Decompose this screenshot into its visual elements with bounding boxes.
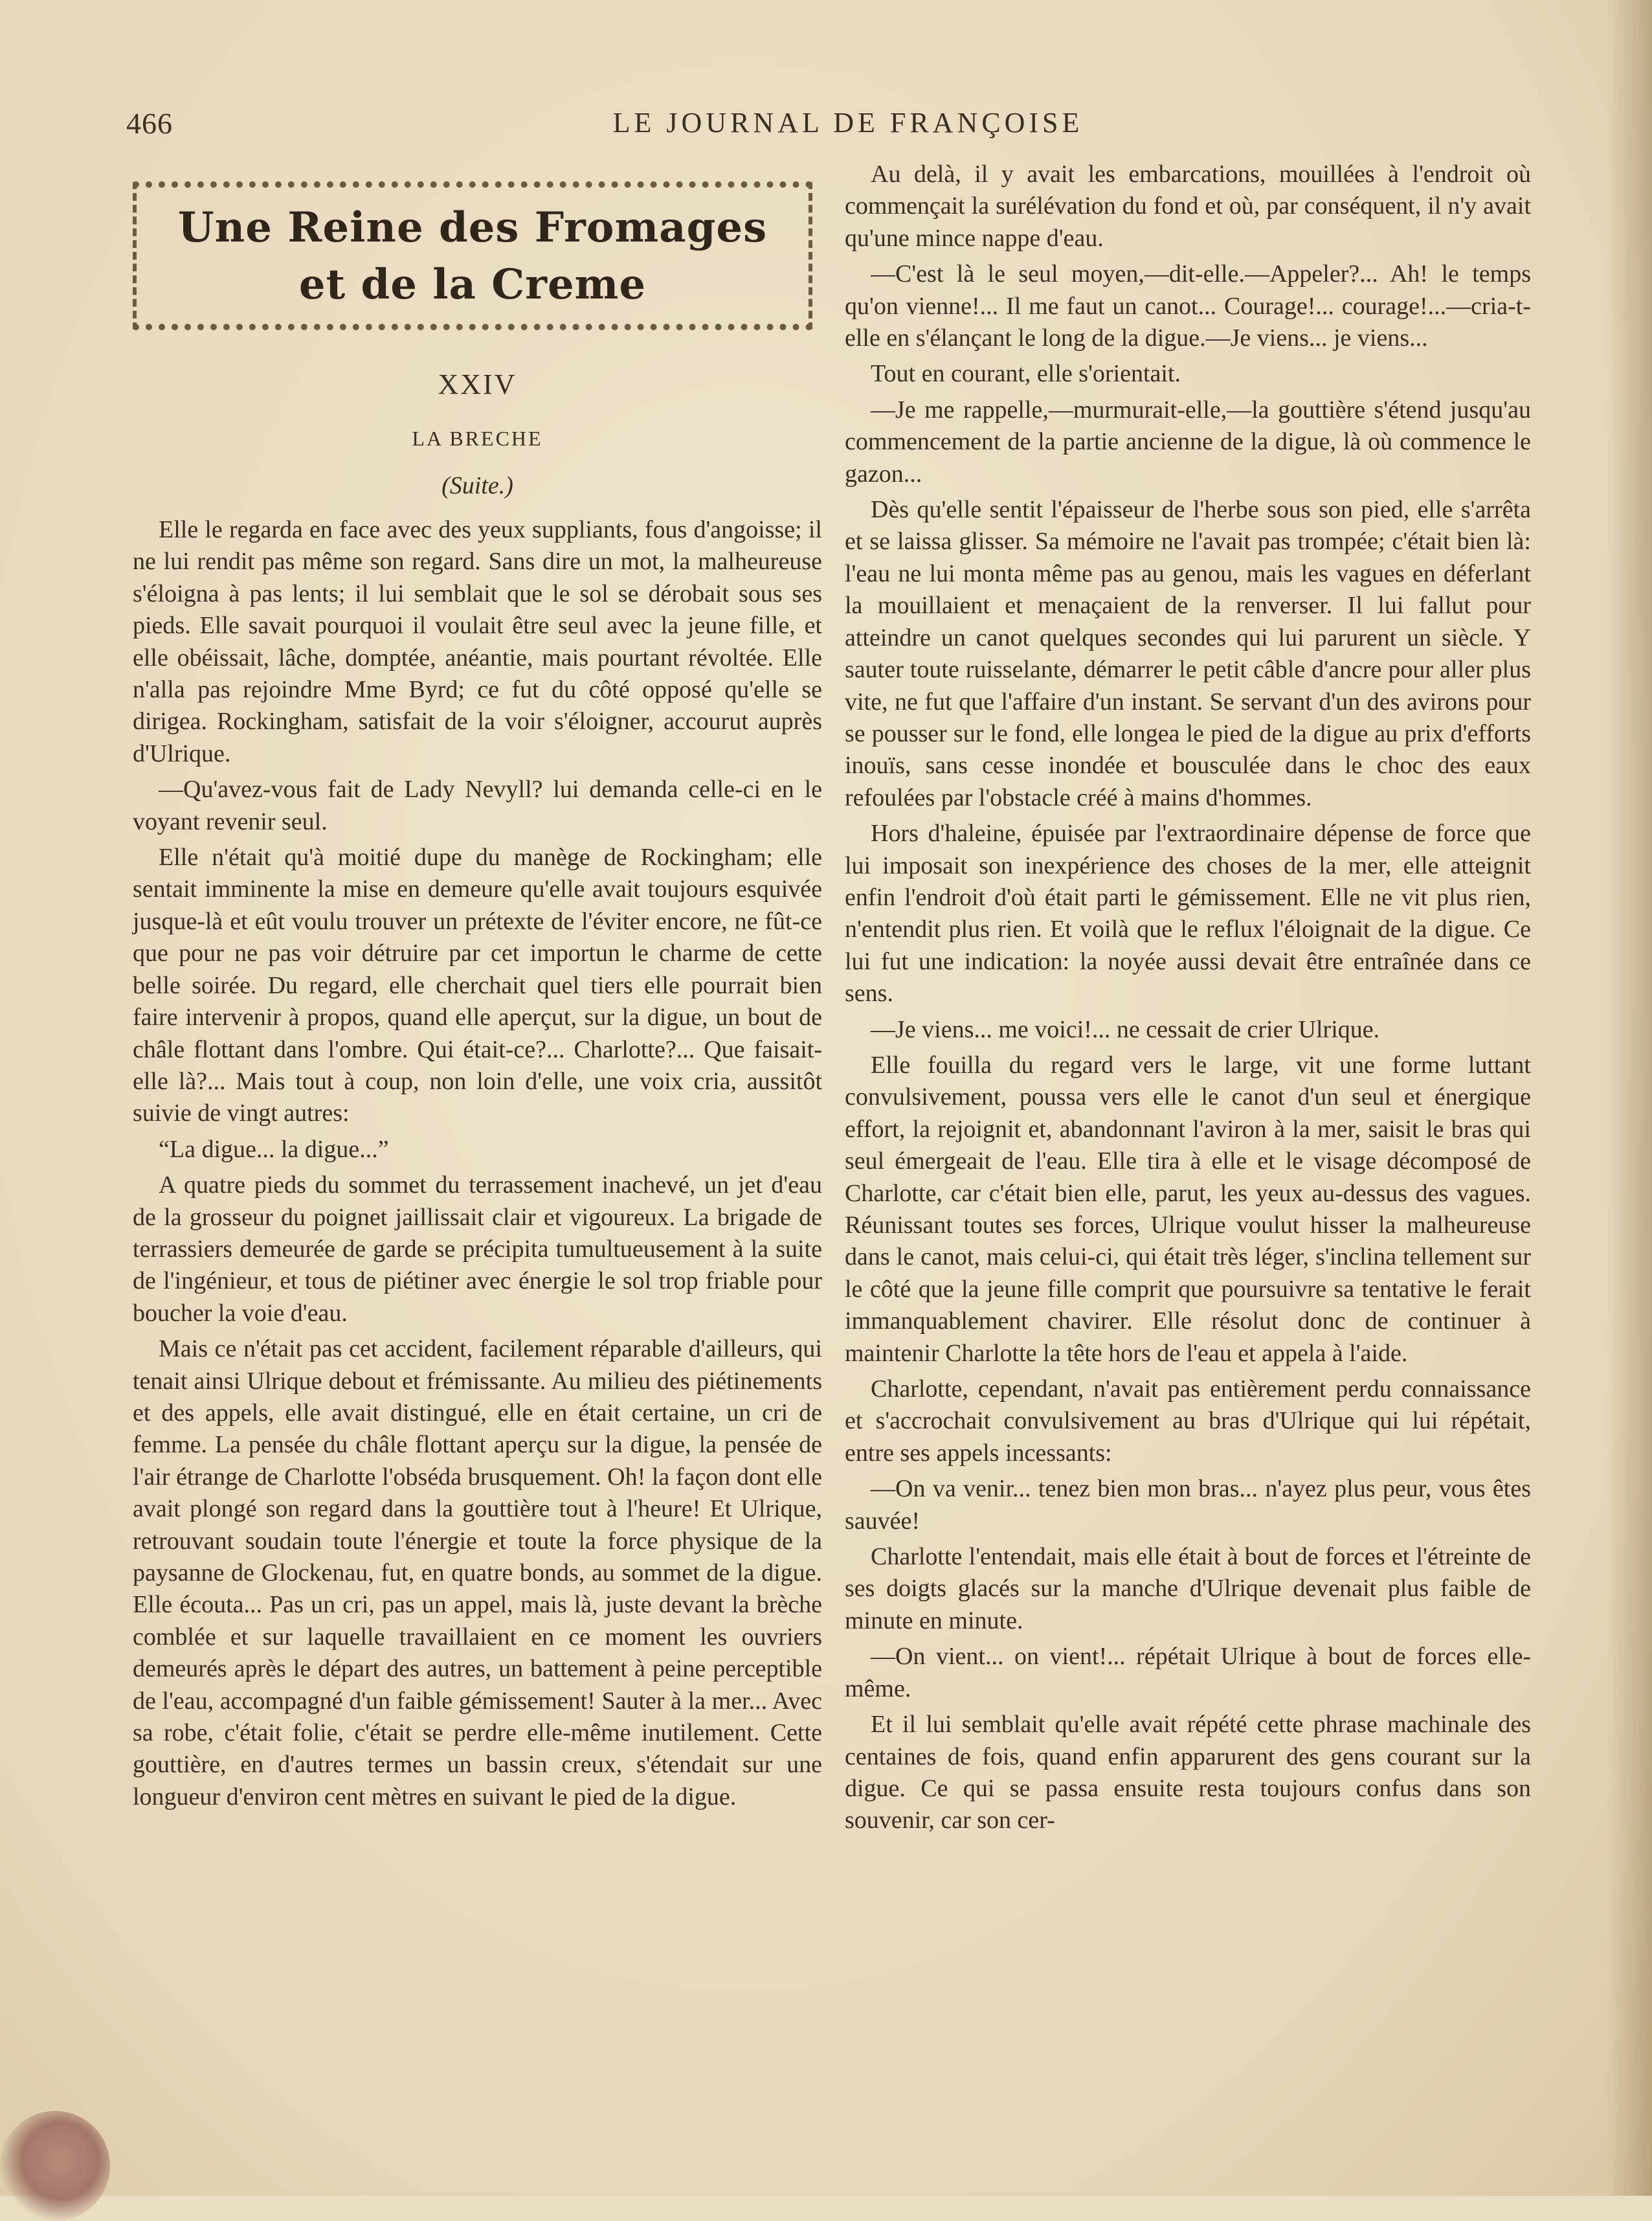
page-header: [126, 97, 1570, 149]
article-title-line-2: et de la Creme: [298, 260, 647, 309]
paragraph: Et il lui semblait qu'elle avait répété cette phrase machinale des centaines de fois, quand enfin apparurent des gens courant sur la digue. Ce qui se passa ensuite resta toujours confus dans son souvenir, car son cer-: [845, 1711, 1531, 1834]
paragraph: Elle fouilla du regard vers le large, vit une forme luttant convulsivement, poussa vers elle le canot d'un seul et énergique effort, la rejoignit et, abandonnant l'aviron à la mer, saisit le bras qui seul émergeait de l'eau. Elle tira à elle et le visage décomposé de Charlotte, car c'était bien elle, parut, les yeux au-dessus des vagues. Réunissant toutes ses forces, Ulrique voulut hisser la malheureuse dans le canot, mais celui-ci, qui était très léger, s'inclina tellement sur le côté que la jeune fille comprit que poursuivre sa tentative le ferait immanquablement chavirer. Elle résolut donc de continuer à maintenir Charlotte la tête hors de l'eau et appela à l'aide.: [845, 1051, 1531, 1367]
paragraph: Charlotte, cependant, n'avait pas entièrement perdu connaissance et s'accrochait convulsivement au bras d'Ulrique qui lui répétait, entre ses appels incessants:: [845, 1375, 1531, 1467]
paragraph: Tout en courant, elle s'orientait.: [871, 360, 1181, 388]
left-column: [133, 168, 822, 1817]
paragraph: —Je me rappelle,—murmurait-elle,—la gouttière s'étend jusqu'au commencement de la partie ancienne de la digue, là où commence le gazon...: [845, 396, 1531, 488]
chapter-number: XXIV: [438, 368, 517, 400]
paragraph: —C'est là le seul moyen,—dit-elle.—Appeler?... Ah! le temps qu'on vienne!... Il me faut un canot... Courage!... courage!...—cria-t-elle en s'élançant le long de la digue.—Je viens... je viens...: [845, 260, 1531, 352]
page-edge-shadow: [1607, 0, 1652, 2196]
paragraph: Elle le regarda en face avec des yeux suppliants, fous d'angoisse; il ne lui rendit pas même son regard. Sans dire un mot, la malheureuse s'éloigna à pas lents; il lui semblait que le sol se dérobait sous ses pieds. Elle savait pourquoi il voulait être seul avec la jeune fille, et elle obéissait, lâche, domptée, anéantie, mais pourtant révoltée. Elle n'alla pas rejoindre Mme Byrd; ce fut du côté opposé qu'elle se dirigea. Rockingham, satisfait de la voir s'éloigner, accourut auprès d'Ulrique.: [133, 516, 822, 767]
paragraph: —Qu'avez-vous fait de Lady Nevyll? lui demanda celle-ci en le voyant revenir seul.: [133, 776, 822, 835]
paragraph: A quatre pieds du sommet du terrassement inachevé, un jet d'eau de la grosseur du poignet jaillissait clair et vigoureux. La brigade de terrassiers demeurée de garde se précipita tumultueusement à la suite de l'ingénieur, et tous de piétiner avec énergie le sol trop friable pour boucher la voie d'eau.: [133, 1171, 822, 1327]
thumb-smudge: [0, 2111, 110, 2221]
continued-label: (Suite.): [441, 472, 513, 499]
title-ornament-frame: [133, 181, 812, 330]
section-heading: LA BRECHE: [412, 427, 543, 450]
page-number: 466: [126, 107, 173, 140]
paragraph: —On vient... on vient!... répétait Ulrique à bout de forces elle-même.: [845, 1643, 1531, 1702]
paragraph: Au delà, il y avait les embarcations, mouillées à l'endroit où commençait la surélévation du fond et où, par conséquent, il n'y avait qu'une mince nappe d'eau.: [845, 161, 1531, 252]
paragraph: Dès qu'elle sentit l'épaisseur de l'herbe sous son pied, elle s'arrêta et se laissa glisser. Sa mémoire ne l'avait pas trompée; c'était bien là: l'eau ne lui monta même pas au genou, mais les vagues en déferlant la mouillaient et menaçaient de la renverser. Il lui fallut pour atteindre un canot quelques secondes qui lui parurent un siècle. Y sauter toute ruisselante, démarrer le petit câble d'ancre pour aller plus vite, ne fut que l'affaire d'un instant. Se servant d'un des avirons pour se pousser sur le fond, elle longea le pied de la digue au prix d'efforts inouïs, sans cesse inondée et bousculée dans le choc des eaux refoulées par l'obstacle créé à mains d'hommes.: [845, 496, 1531, 811]
paragraph: —Je viens... me voici!... ne cessait de crier Ulrique.: [871, 1015, 1380, 1043]
paragraph: “La digue... la digue...”: [159, 1135, 389, 1163]
paragraph: Hors d'haleine, épuisée par l'extraordinaire dépense de force que lui imposait son inexpérience des choses de la mer, elle atteignit enfin l'endroit d'où était parti le gémissement. Elle ne vit plus rien, n'entendit plus rien. Et voilà que le reflux l'éloignait de la digue. Ce lui fut une indication: la noyée aussi devait être entraînée dans ce sens.: [845, 820, 1531, 1008]
paragraph: —On va venir... tenez bien mon bras... n'ayez plus peur, vous êtes sauvée!: [845, 1475, 1531, 1535]
running-head: LE JOURNAL DE FRANÇOISE: [612, 107, 1084, 139]
article-title-line-1: Une Reine des Fromages: [177, 203, 768, 252]
paragraph: Charlotte l'entendait, mais elle était à bout de forces et l'étreinte de ses doigts glacés sur la manche d'Ulrique devenait plus faible de minute en minute.: [845, 1543, 1531, 1634]
right-column: [845, 159, 1531, 1841]
paragraph: Elle n'était qu'à moitié dupe du manège de Rockingham; elle sentait imminente la mise en demeure qu'elle avait toujours esquivée jusque-là et eût voulu trouver un prétexte de l'éviter encore, ne fût-ce que pour ne pas voir détruire par cet importun le charme de cette belle soirée. Du regard, elle cherchait quel tiers elle pourrait bien faire intervenir à propos, quand elle aperçut, sur la digue, un bout de châle flottant dans l'ombre. Qui était-ce?... Charlotte?... Que faisait-elle là?... Mais tout à coup, non loin d'elle, une voix cria, aussitôt suivie de vingt autres:: [133, 844, 822, 1127]
paragraph: Mais ce n'était pas cet accident, facilement réparable d'ailleurs, qui tenait ainsi Ulrique debout et frémissante. Au milieu des piétinements et des appels, elle avait distingué, elle en était certaine, un cri de femme. La pensée du châle flottant aperçu sur la digue, la pensée de l'air étrange de Charlotte l'obséda brusquement. Oh! la façon dont elle avait plongé son regard dans la gouttière tout à l'heure! Et Ulrique, retrouvant soudain toute l'énergie et toute la force physique de la paysanne de Glockenau, fut, en quatre bonds, au sommet de la digue. Elle écouta... Pas un cri, pas un appel, mais là, juste devant la brèche comblée et sur laquelle travaillaient en ce moment les ouvriers demeurés après le départ des autres, un battement à peine perceptible de l'eau, accompagné d'un faible gémissement! Sauter à la mer... Avec sa robe, c'était folie, c'était se perdre elle-même inutilement. Cette gouttière, en d'autres termes un bassin creux, s'étendait sur une longueur d'environ cent mètres en suivant le pied de la digue.: [133, 1335, 822, 1810]
